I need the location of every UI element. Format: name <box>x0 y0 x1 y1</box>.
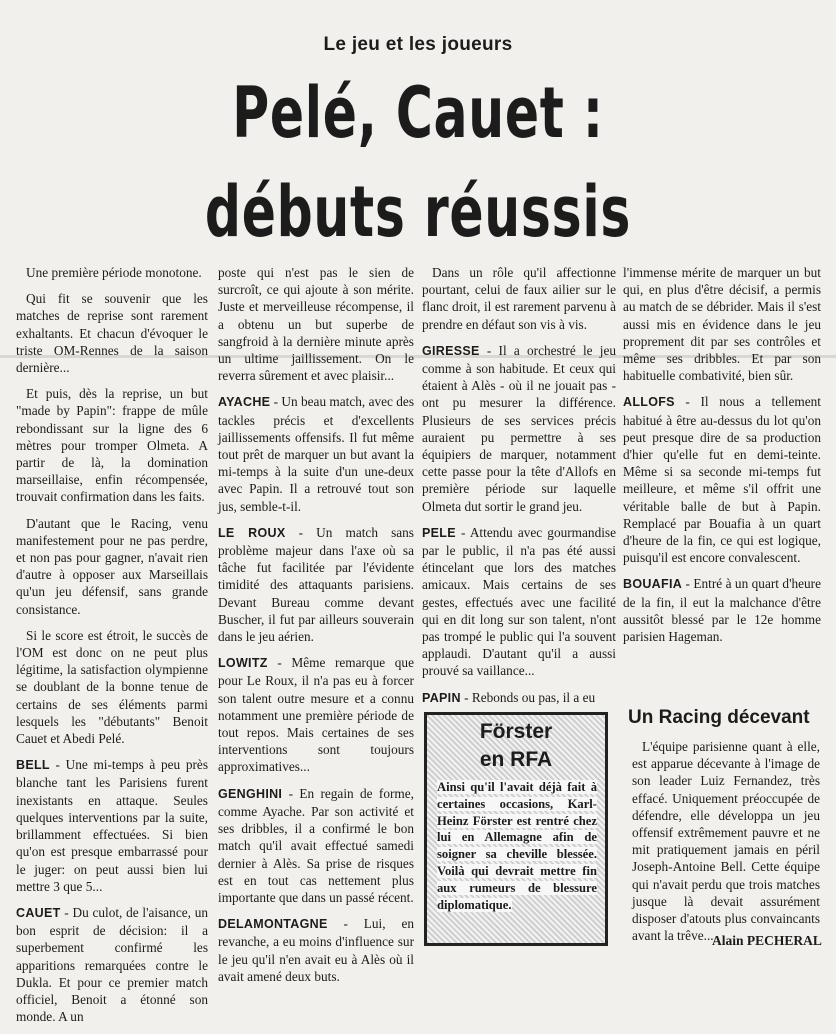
player-name: AYACHE <box>218 395 271 410</box>
player-text: - Un match sans problème majeur dans l'axe où sa tâche fut facilitée par l'évidente timidité des attaquants parisiens. Devant Bureau comme devant Buscher, il fut par ailleurs souverain dans le jeu aérien. <box>218 524 414 645</box>
paragraph: Une première période monotone. <box>26 265 202 280</box>
player-note-ayache <box>218 393 414 514</box>
column-1 <box>16 264 208 1034</box>
player-text: - Il nous a tellement habitué à être au-dessus du lot qu'on peut presque dire de sa production d'hier qu'elle fut en demi-teinte. Même si sa seconde mi-temps fut meilleure, et même s'il offrit une véritable balle de but à Papin. Remplacé par Bouafia à un quart d'heure de la fin, ce qui est logique, puisqu'il est encore convalescent. <box>623 394 821 566</box>
paragraph: D'autant que le Racing, venu manifestement pour ne pas perdre, et non pas pour gagner, n'avait rien d'autre à opposer aux Marseillais qu'un jeu défensif, sans grande consistance. <box>16 515 208 617</box>
player-note-leroux <box>218 524 414 645</box>
player-note-allofs <box>623 393 821 566</box>
player-name: BOUAFIA <box>623 577 683 592</box>
sidebox-title-1: Förster <box>479 720 553 743</box>
player-note-delamontagne <box>218 915 414 985</box>
player-name: PELE <box>422 525 456 540</box>
player-text: - Entré à un quart d'heure de la fin, il eut la malchance d'être aussitôt blessé par le 12e homme parisien Hageman. <box>623 576 821 645</box>
sidebox-text: Ainsi qu'il l'avait déjà fait à certaines occasions, Karl-Heinz Förster est rentré chez lui en Allemagne afin de soigner sa cheville blessée. Voilà qui devrait mettre fin aux rumeurs de blessure diplomatique. <box>437 780 597 912</box>
player-name: DELAMONTAGNE <box>218 917 328 932</box>
player-text: - Un beau match, avec des tackles précis et d'excellents jaillissements offensifs. Il fut même tout prêt de marquer un but avant la mi-temps à la suite d'un une-deux avec Papin. Il a retrouvé tout son jus, semble-t-il. <box>218 394 414 514</box>
player-note-giresse <box>422 342 616 515</box>
column-4 <box>623 264 821 654</box>
sidebox-title-2: en RFA <box>479 748 553 771</box>
player-note-papin <box>422 689 616 707</box>
column-2 <box>218 264 414 994</box>
player-name: ALLOFS <box>623 395 675 410</box>
player-name: LOWITZ <box>218 656 268 671</box>
paragraph: Si le score est étroit, le succès de l'OM est donc on ne peut plus légitime, la satisfaction olympienne se doublant de la bonne tenue de certains de ses éléments parmi lesquels les "débutants" Benoit Cauet et Abedi Pelé. <box>16 627 208 747</box>
player-text: - Une mi-temps à peu près blanche tant les Parisiens furent inexistants en attaque. Seules quelques interventions par la suite, brillamment effectuées. Si bien qu'on est presque embarrassé pour le juger: on peut aussi bien lui mettre 3 que 5... <box>16 757 208 894</box>
player-note-bell <box>16 756 208 895</box>
headline-line-2: débuts réussis <box>204 171 632 253</box>
player-note-genghini <box>218 785 414 906</box>
kicker: Le jeu et les joueurs <box>323 34 513 55</box>
paragraph: Et puis, dès la reprise, un but "made by Papin": frappe de mûle rebondissant sur la ligne des 6 mètres pour tromper Olmeta. A partir de là, la domination marseillaise, enfin récompensée, trouvait confirmation dans les faits. <box>16 386 208 505</box>
player-note-lowitz <box>218 654 414 775</box>
player-name: PAPIN <box>422 690 461 705</box>
player-name: CAUET <box>16 905 61 920</box>
player-name: GIRESSE <box>422 343 480 358</box>
racing-section-title: Un Racing décevant <box>628 707 810 728</box>
paragraph: poste qui n'est pas le sien de surcroît, ce qui ajoute à son mérite. Juste et merveilleuse récompense, il a obtenu un but superbe de sangfroid à la dernière minute après un ultime jaillissement. On le reverra sûrement et avec plaisir... <box>218 265 414 384</box>
paragraph: l'immense mérite de marquer un but qui, en plus d'être décisif, a permis au match de se débrider. Mais il s'est aussi mis en évidence dans le jeu proprement dit par ses contrôles et même ses dribbles. Et par son habituelle combativité, bien sûr. <box>623 265 821 384</box>
player-note-bouafia <box>623 575 821 645</box>
player-text: - Rebonds ou pas, il a eu <box>460 689 596 705</box>
headline-line-1: Pelé, Cauet : <box>232 72 604 154</box>
forster-sidebox <box>424 712 608 946</box>
paragraph: Qui fit se souvenir que les matches de reprise sont rarement exhaltants. Et chacun d'évoquer le triste OM-Rennes de la saison dernière... <box>16 291 208 376</box>
player-name: GENGHINI <box>218 786 283 801</box>
player-name: BELL <box>16 758 50 773</box>
sidebox-body <box>437 779 597 913</box>
player-text: - En regain de forme, comme Ayache. Par son activité et ses dribbles, il a confirmé le bon match qu'il avait effectué samedi dernier à Alès. Sa prise de risques est en tout cas nettement plus importante que dans un passé récent. <box>218 785 414 905</box>
author-byline: Alain PECHERAL <box>712 933 822 948</box>
player-note-pele <box>422 524 616 680</box>
column-3 <box>422 264 616 716</box>
player-name: LE ROUX <box>218 525 286 540</box>
racing-section-body: L'équipe parisienne quant à elle, est apparue décevante à l'image de son leader Luiz Fernandez, très effacé. Uniquement préoccupée de défendre, elle développa un jeu offensif extrêmement pauvre et ne mit pratiquement jamais en péril Joseph-Antoine Bell. Cette équipe qui n'avait perdu que trois matches jusque là devait assurément disposer d'atouts plus convaincants avant la trêve... <box>632 739 820 944</box>
player-note-cauet <box>16 904 208 1025</box>
player-text: - Attendu avec gourmandise par le public, il n'a pas été aussi étincelant que lors des matches amicaux. Mais certains de ses gestes, effectués avec une facilité qui en dit long sur son talent, n'ont pas trompé le public qui l'a souvent applaudi. D'autant qu'il a aussi prouvé sa vaillance... <box>422 524 616 679</box>
player-text: - Il a orchestré le jeu comme à son habitude. Et ceux qui étaient à Alès - où il ne jouait pas - ont pu mesurer la différence. Plusieurs de ses services précis auraient pu permettre à ses équipiers de marquer, notamment cette passe pour la tête d'Allofs en première période sur laquelle Olmeta dut sortir le grand jeu. <box>422 342 616 514</box>
player-text: - Du culot, de l'aisance, un bon esprit de décision: il a superbement confirmé les apparitions remarquées contre le Dukla. Et pour ce premier match officiel, Benoit a étonné son monde. A un <box>16 904 208 1025</box>
player-text: - Même remarque que pour Le Roux, il n'a pas eu à forcer son talent outre mesure et a connu notamment une première période de tout repos. Mais certaines de ses interventions sont toujours approximatives... <box>218 655 414 775</box>
player-text: - Lui, en revanche, a eu moins d'influence sur le jeu qu'il n'en avait eu à Alès où il avait amené deux buts. <box>218 916 414 984</box>
paragraph: Dans un rôle qu'il affectionne pourtant, celui de faux ailier sur le flanc droit, il est rarement parvenu à prendre en défaut son vis à vis. <box>422 265 616 332</box>
